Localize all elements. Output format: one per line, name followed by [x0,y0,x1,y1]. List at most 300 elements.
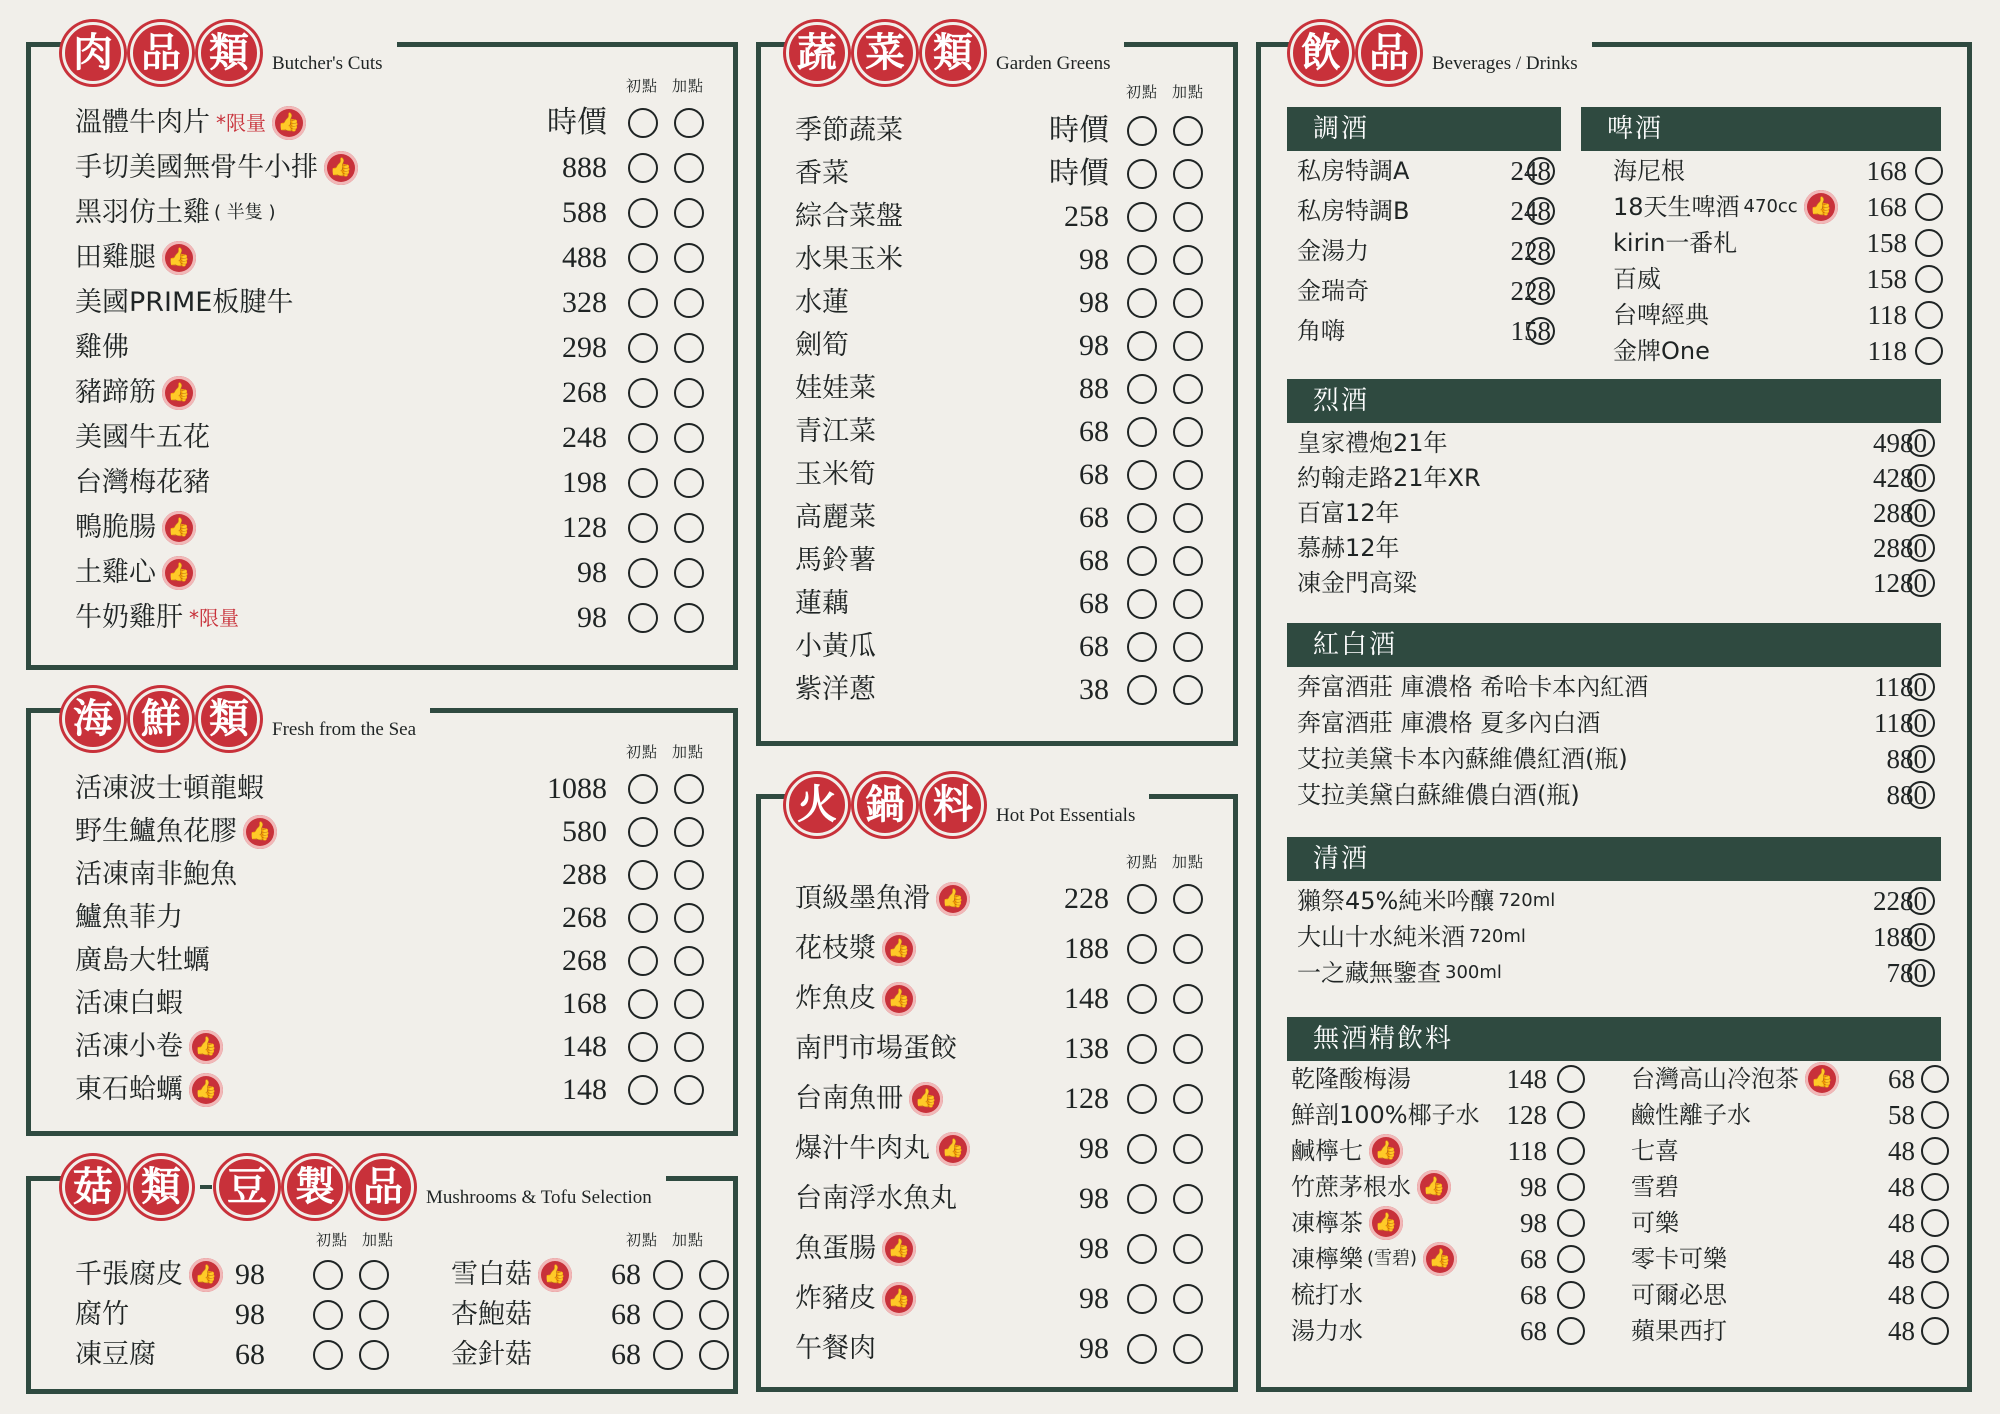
item-name: 百富12年 [1297,499,1400,527]
title-char: 鮮 [130,688,192,750]
item-name-wrap [1291,1061,1411,1097]
recommend-thumb-icon: 👍 [1805,1062,1839,1096]
item-name: 炸豬皮 [795,1283,876,1314]
first-order-checkbox[interactable] [628,153,658,183]
add-order-checkbox[interactable] [674,903,704,933]
title-char: 菇 [62,1156,124,1218]
add-order-checkbox[interactable] [674,378,704,408]
item-name: 私房特調A [1297,157,1410,185]
item-name: 手切美國無骨牛小排 [75,152,318,183]
add-order-checkbox[interactable] [1173,1334,1203,1364]
item-name-wrap [1631,1061,1839,1097]
item-name-wrap [795,584,849,624]
menu-item-row [1261,495,1967,530]
add-order-checkbox[interactable] [1173,159,1203,189]
item-name: 18天生啤酒 [1613,193,1740,221]
add-order-checkbox[interactable] [699,1300,729,1330]
item-price: 780 [1886,958,1927,988]
recommend-thumb-icon: 👍 [1417,1170,1451,1204]
item-price: 1180 [1874,672,1927,702]
item-price: 時價 [1049,157,1109,190]
title-divider [200,1185,212,1189]
menu-item-row [1261,273,1571,313]
first-order-checkbox[interactable] [628,198,658,228]
item-name: 凍檸茶 [1291,1209,1363,1237]
item-name: 竹蔗茅根水 [1291,1173,1411,1201]
first-order-checkbox[interactable] [1907,781,1935,809]
add-order-checkbox[interactable] [1173,288,1203,318]
first-order-checkbox[interactable] [1907,534,1935,562]
menu-item-row [761,455,1233,498]
item-name-wrap [1291,1169,1451,1205]
first-order-checkbox[interactable] [628,603,658,633]
first-order-checkbox[interactable] [1907,464,1935,492]
item-price: 68 [1079,544,1109,577]
first-order-checkbox[interactable] [1907,429,1935,457]
item-name: 紫洋蔥 [795,674,876,705]
menu-item-row [761,326,1233,369]
first-order-checkbox[interactable] [1907,499,1935,527]
first-order-checkbox[interactable] [628,989,658,1019]
item-name-wrap [1297,777,1580,813]
title-char: 製 [284,1156,346,1218]
add-order-checkbox[interactable] [1173,245,1203,275]
add-order-checkbox[interactable] [674,108,704,138]
first-order-checkbox[interactable] [1907,887,1935,915]
title-char: 海 [62,688,124,750]
soft-drinks-header: 無酒精飲料 [1287,1017,1941,1061]
title-char: 類 [130,1156,192,1218]
first-order-checkbox[interactable] [1127,1334,1157,1364]
item-name: 一之藏無鑒查 [1297,959,1441,987]
item-name-wrap [1297,273,1369,309]
add-order-checkbox[interactable] [1173,1134,1203,1164]
menu-item-row [1261,313,1571,353]
first-order-checkbox[interactable] [1915,265,1943,293]
first-order-checkbox[interactable] [628,288,658,318]
first-order-checkbox[interactable] [1921,1065,1949,1093]
item-name-wrap [1631,1205,1679,1241]
first-order-checkbox[interactable] [628,333,658,363]
add-order-checkbox[interactable] [699,1340,729,1370]
add-order-checkbox[interactable] [674,946,704,976]
first-order-checkbox[interactable] [1557,1317,1585,1345]
first-order-checkbox[interactable] [653,1300,683,1330]
menu-item-row [1587,1205,1959,1241]
first-order-checkbox[interactable] [628,558,658,588]
first-order-checkbox[interactable] [1557,1101,1585,1129]
order-header: 初點 加點 [625,1231,704,1249]
item-price: 98 [1079,243,1109,276]
item-name-wrap [75,553,196,593]
item-price: 248 [1510,196,1551,226]
recommend-thumb-icon: 👍 [882,932,916,966]
title-char: 火 [786,774,848,836]
menu-item-row [761,1329,1233,1379]
item-name-wrap [451,1335,532,1375]
add-order-checkbox[interactable] [674,288,704,318]
first-order-checkbox[interactable] [628,1032,658,1062]
item-name-wrap [75,855,237,895]
item-price: 880 [1886,780,1927,810]
item-price: 88 [1079,372,1109,405]
menu-item-row [31,898,733,941]
menu-item-row [1561,189,1961,225]
first-order-checkbox[interactable] [1127,374,1157,404]
item-name-wrap [795,1129,970,1169]
item-name: 高麗菜 [795,502,876,533]
item-name-wrap [1297,425,1448,461]
first-order-checkbox[interactable] [1907,673,1935,701]
add-order-checkbox[interactable] [1173,331,1203,361]
first-order-checkbox[interactable] [1127,589,1157,619]
item-name: 鱸魚菲力 [75,902,183,933]
item-price: 98 [1079,1182,1109,1215]
item-name-wrap [1297,565,1417,601]
add-order-checkbox[interactable] [1173,116,1203,146]
order-header: 初點 加點 [1125,853,1204,871]
item-size-note: 300ml [1445,962,1502,983]
first-order-checkbox[interactable] [1921,1245,1949,1273]
first-order-checkbox[interactable] [1557,1137,1585,1165]
menu-item-row [761,369,1233,412]
menu-item-row [1261,741,1967,777]
item-size-note: 720ml [1469,926,1526,947]
item-name: 南門市場蛋餃 [795,1033,957,1064]
item-name: 百威 [1613,265,1661,293]
recommend-thumb-icon: 👍 [882,1282,916,1316]
first-order-checkbox[interactable] [1921,1281,1949,1309]
item-name: 獺祭45%純米吟釀 [1297,887,1495,915]
menu-item-row [1261,530,1967,565]
menu-item-row [761,283,1233,326]
add-order-checkbox[interactable] [1173,503,1203,533]
add-order-checkbox[interactable] [1173,884,1203,914]
first-order-checkbox[interactable] [628,1075,658,1105]
item-price: 128 [562,511,607,544]
first-order-checkbox[interactable] [1127,1184,1157,1214]
item-name-wrap [75,1070,223,1110]
item-name-wrap [795,879,970,919]
menu-item-row [1261,1277,1601,1313]
item-price: 98 [1079,1132,1109,1165]
first-order-checkbox[interactable] [653,1340,683,1370]
item-name-wrap [75,373,196,413]
first-order-checkbox[interactable] [1915,301,1943,329]
item-price: 2880 [1873,498,1927,528]
first-order-checkbox[interactable] [1127,460,1157,490]
menu-item-row [761,1229,1233,1279]
first-order-checkbox[interactable] [313,1300,343,1330]
add-order-checkbox[interactable] [674,817,704,847]
first-order-checkbox[interactable] [1127,884,1157,914]
add-order-checkbox[interactable] [1173,675,1203,705]
add-order-checkbox[interactable] [1173,632,1203,662]
menu-item-row [761,111,1233,154]
section-subtitle: Garden Greens [996,53,1111,74]
add-order-checkbox[interactable] [674,243,704,273]
item-name-wrap [795,1029,957,1069]
first-order-checkbox[interactable] [1921,1173,1949,1201]
item-name: kirin一番札 [1613,229,1738,257]
recommend-thumb-icon: 👍 [936,882,970,916]
item-price: 488 [562,241,607,274]
item-name: 杏鮑菇 [451,1299,532,1330]
item-name-wrap [451,1255,572,1295]
first-order-checkbox[interactable] [1127,1134,1157,1164]
first-order-checkbox[interactable] [1557,1173,1585,1201]
item-name-wrap [795,670,876,710]
item-price: 248 [1510,156,1551,186]
item-price: 68 [1520,1316,1547,1346]
first-order-checkbox[interactable] [1907,923,1935,951]
add-order-checkbox[interactable] [1173,1184,1203,1214]
add-order-checkbox[interactable] [1173,1034,1203,1064]
menu-item-row [1587,1169,1959,1205]
first-order-checkbox[interactable] [1915,229,1943,257]
first-order-checkbox[interactable] [1127,116,1157,146]
item-name-wrap [75,898,183,938]
section-subtitle: Beverages / Drinks [1432,53,1578,74]
item-name: 黑羽仿土雞 [75,197,210,228]
add-order-checkbox[interactable] [1173,934,1203,964]
add-order-checkbox[interactable] [674,513,704,543]
item-name: 水果玉米 [795,244,903,275]
add-order-checkbox[interactable] [674,153,704,183]
item-price: 188 [1064,932,1109,965]
add-order-checkbox[interactable] [674,423,704,453]
first-order-checkbox[interactable] [628,423,658,453]
first-order-checkbox[interactable] [1127,503,1157,533]
menu-item-row [1261,777,1967,813]
first-order-checkbox[interactable] [313,1340,343,1370]
add-order-checkbox[interactable] [1173,1234,1203,1264]
menu-item-row [1561,333,1961,369]
item-name: 慕赫12年 [1297,534,1400,562]
item-name-wrap [795,1079,943,1119]
first-order-checkbox[interactable] [628,903,658,933]
first-order-checkbox[interactable] [1127,675,1157,705]
add-order-checkbox[interactable] [1173,1284,1203,1314]
first-order-checkbox[interactable] [628,860,658,890]
first-order-checkbox[interactable] [1557,1245,1585,1273]
menu-item-row [31,283,733,328]
add-order-checkbox[interactable] [1173,374,1203,404]
first-order-checkbox[interactable] [1127,202,1157,232]
item-price: 148 [562,1030,607,1063]
first-order-checkbox[interactable] [1127,288,1157,318]
item-name: 角嗨 [1297,317,1345,345]
first-order-checkbox[interactable] [1127,245,1157,275]
item-name-wrap [75,103,306,143]
first-order-checkbox[interactable] [1907,569,1935,597]
first-order-checkbox[interactable] [1127,546,1157,576]
first-order-checkbox[interactable] [653,1260,683,1290]
menu-item-row [31,1335,391,1375]
order-header: 初點 加點 [315,1231,394,1249]
item-name: 腐竹 [75,1299,129,1330]
first-order-checkbox[interactable] [1915,157,1943,185]
item-price: 68 [1079,587,1109,620]
first-order-checkbox[interactable] [1921,1137,1949,1165]
item-price: 68 [1520,1244,1547,1274]
item-name: 雞佛 [75,332,129,363]
item-name: 艾拉美黛卡本內蘇維儂紅酒(瓶) [1297,745,1628,773]
first-order-checkbox[interactable] [628,378,658,408]
first-order-checkbox[interactable] [1127,1084,1157,1114]
add-order-checkbox[interactable] [1173,202,1203,232]
item-price: 98 [1079,1332,1109,1365]
item-price: 1088 [547,772,607,805]
add-order-checkbox[interactable] [1173,589,1203,619]
first-order-checkbox[interactable] [1915,193,1943,221]
item-name: 乾隆酸梅湯 [1291,1065,1411,1093]
first-order-checkbox[interactable] [1127,1234,1157,1264]
item-name-wrap [451,1295,532,1335]
first-order-checkbox[interactable] [628,946,658,976]
item-name-wrap [1297,530,1400,566]
first-order-checkbox[interactable] [1921,1209,1949,1237]
first-order-checkbox[interactable] [1557,1281,1585,1309]
item-name: 皇家禮炮21年 [1297,429,1448,457]
item-name-wrap [1631,1169,1679,1205]
item-price: 68 [611,1298,641,1331]
item-name-wrap [795,111,903,151]
sake-header: 清酒 [1287,837,1941,881]
first-order-checkbox[interactable] [628,243,658,273]
first-order-checkbox[interactable] [1921,1317,1949,1345]
first-order-checkbox[interactable] [1915,337,1943,365]
add-order-checkbox[interactable] [674,603,704,633]
item-name-wrap [1291,1205,1403,1241]
add-order-checkbox[interactable] [674,468,704,498]
menu-item-row [31,418,733,463]
first-order-checkbox[interactable] [1127,1284,1157,1314]
item-name-wrap [795,455,876,495]
first-order-checkbox[interactable] [1127,984,1157,1014]
item-name: 台南魚冊 [795,1083,903,1114]
menu-item-row [1261,425,1967,460]
item-size-note: 470cc [1743,196,1798,217]
item-price: 98 [235,1298,265,1331]
item-name: 活凍南非鮑魚 [75,859,237,890]
add-order-checkbox[interactable] [674,774,704,804]
first-order-checkbox[interactable] [1127,417,1157,447]
mushroom-title [62,1156,666,1218]
item-name: 活凍波士頓龍蝦 [75,773,264,804]
first-order-checkbox[interactable] [1557,1065,1585,1093]
add-order-checkbox[interactable] [699,1260,729,1290]
first-order-checkbox[interactable] [628,108,658,138]
item-name: 東石蛤蠣 [75,1074,183,1105]
first-order-checkbox[interactable] [1127,331,1157,361]
item-size-note: 720ml [1498,890,1556,911]
add-order-checkbox[interactable] [674,198,704,228]
item-price: 68 [1888,1064,1915,1094]
title-char: 類 [922,22,984,84]
item-name-wrap [1631,1313,1727,1349]
first-order-checkbox[interactable] [1127,934,1157,964]
menu-item-row [1261,1313,1601,1349]
add-order-checkbox[interactable] [674,1075,704,1105]
add-order-checkbox[interactable] [674,333,704,363]
add-order-checkbox[interactable] [674,558,704,588]
item-name-wrap [75,1027,223,1067]
first-order-checkbox[interactable] [1557,1209,1585,1237]
add-order-checkbox[interactable] [1173,984,1203,1014]
item-name-wrap [1297,193,1409,229]
menu-item-row [1261,153,1571,193]
item-price: 48 [1888,1208,1915,1238]
first-order-checkbox[interactable] [313,1260,343,1290]
order-header: 初點 加點 [625,743,704,761]
item-name: 午餐肉 [795,1333,876,1364]
first-order-checkbox[interactable] [628,468,658,498]
menu-item-row [1261,1241,1601,1277]
item-name-wrap [75,1335,156,1375]
item-price: 68 [1079,458,1109,491]
item-name: 艾拉美黛白蘇維儂白酒(瓶) [1297,781,1580,809]
add-order-checkbox[interactable] [1173,460,1203,490]
first-order-checkbox[interactable] [1127,159,1157,189]
item-name: 活凍小卷 [75,1031,183,1062]
first-order-checkbox[interactable] [628,774,658,804]
first-order-checkbox[interactable] [1921,1101,1949,1129]
first-order-checkbox[interactable] [1527,317,1555,345]
add-order-checkbox[interactable] [674,989,704,1019]
item-price: 98 [1079,329,1109,362]
first-order-checkbox[interactable] [1527,157,1555,185]
add-order-checkbox[interactable] [1173,1084,1203,1114]
add-order-checkbox[interactable] [674,860,704,890]
first-order-checkbox[interactable] [1527,277,1555,305]
item-price: 1280 [1873,568,1927,598]
menu-item-row [1261,883,1967,919]
item-name-wrap [1613,261,1661,297]
first-order-checkbox[interactable] [1907,745,1935,773]
menu-item-row [31,193,733,238]
add-order-checkbox[interactable] [1173,417,1203,447]
item-name-wrap [1297,460,1481,496]
menu-item-row [761,498,1233,541]
first-order-checkbox[interactable] [1527,237,1555,265]
item-name: 台灣梅花豬 [75,467,210,498]
first-order-checkbox[interactable] [1907,959,1935,987]
item-name: 台灣高山冷泡茶 [1631,1065,1799,1093]
item-price: 118 [1867,336,1907,366]
recommend-thumb-icon: 👍 [189,1030,223,1064]
first-order-checkbox[interactable] [1127,1034,1157,1064]
item-price: 時價 [547,106,607,139]
item-price: 時價 [1049,114,1109,147]
item-price: 98 [1079,1282,1109,1315]
item-name-wrap [75,1295,129,1335]
limited-note: *限量 [189,606,239,630]
first-order-checkbox[interactable] [628,817,658,847]
first-order-checkbox[interactable] [1527,197,1555,225]
menu-item-row [31,463,733,508]
add-order-checkbox[interactable] [1173,546,1203,576]
veg-title [786,22,1124,84]
item-name: 劍筍 [795,330,849,361]
add-order-checkbox[interactable] [674,1032,704,1062]
first-order-checkbox[interactable] [1907,709,1935,737]
first-order-checkbox[interactable] [628,513,658,543]
menu-item-row [761,879,1233,929]
recommend-thumb-icon: 👍 [162,241,196,275]
first-order-checkbox[interactable] [1127,632,1157,662]
item-name-wrap [75,193,276,233]
